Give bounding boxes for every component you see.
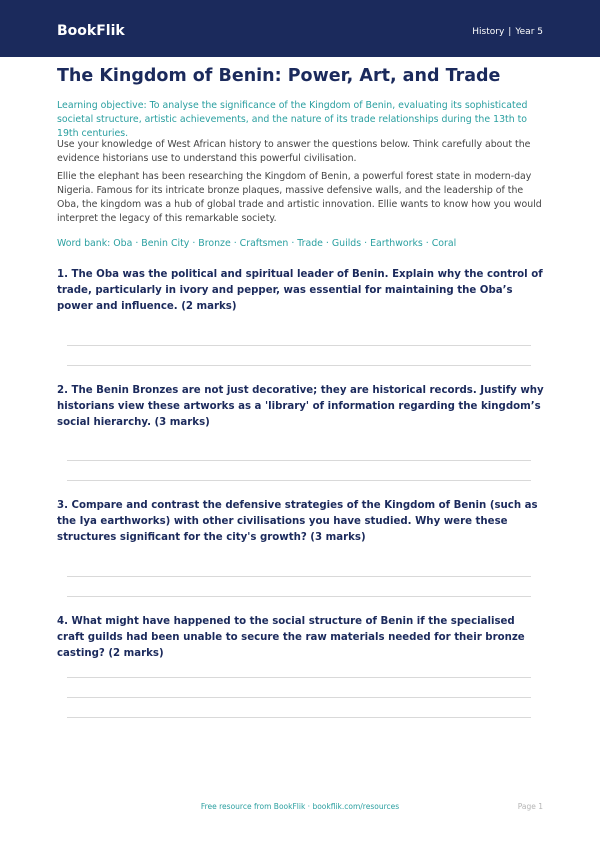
year-label: Year 5 <box>515 27 543 37</box>
footer-link[interactable]: Free resource from BookFlik · bookflik.com/resources <box>200 802 400 811</box>
answer-line[interactable] <box>67 697 531 698</box>
answer-line[interactable] <box>67 460 531 461</box>
answer-line[interactable] <box>67 596 531 597</box>
answer-line[interactable] <box>67 365 531 366</box>
separator: | <box>508 27 512 37</box>
header-bar <box>0 0 600 57</box>
question-1: 1. The Oba was the political and spiritual leader of Benin. Explain why the control of trade, particularly in ivory and pepper, was essential for maintaining the Oba’s power and influence. (2 marks) <box>57 269 543 312</box>
context-paragraph: Ellie the elephant has been researching the Kingdom of Benin, a powerful forest state in modern-day Nigeria. Famous for its intricate bronze plaques, massive defensive walls, and the leadership of the Oba, the kingdom was a hub of global trade and artistic innovation. Ellie wants to know how you would interpret the legacy of this remarkable society. <box>57 171 542 224</box>
answer-line[interactable] <box>67 717 531 718</box>
answer-line[interactable] <box>67 576 531 577</box>
question-3: 3. Compare and contrast the defensive strategies of the Kingdom of Benin (such as the Iya earthworks) with other civilisations you have studied. Why were these structures significant for the city's growth? (3 marks) <box>57 500 538 543</box>
word-bank: Word bank: Oba · Benin City · Bronze · Craftsmen · Trade · Guilds · Earthworks · Coral <box>57 238 457 249</box>
brand-logo-text: BookFlik <box>57 23 125 39</box>
subject-label: History <box>472 27 505 37</box>
question-4: 4. What might have happened to the social structure of Benin if the specialised craft guilds had been unable to secure the raw materials needed for their bronze casting? (2 marks) <box>57 616 525 659</box>
answer-line[interactable] <box>67 480 531 481</box>
instructions-paragraph: Use your knowledge of West African history to answer the questions below. Think carefully about the evidence historians use to understand this powerful civilisation. <box>57 139 531 164</box>
answer-line[interactable] <box>67 677 531 678</box>
page-number: Page 1 <box>517 802 543 811</box>
answer-line[interactable] <box>67 345 531 346</box>
subject-year-label <box>472 27 543 37</box>
learning-objective: Learning objective: To analyse the significance of the Kingdom of Benin, evaluating its sophisticated societal structure, artistic achievements, and the nature of its trade relationships during the 13th to 19th centuries. <box>57 100 528 139</box>
page-title: The Kingdom of Benin: Power, Art, and Trade <box>57 66 501 86</box>
question-2: 2. The Benin Bronzes are not just decorative; they are historical records. Justify why historians view these artworks as a 'library' of information regarding the kingdom’s social hierarchy. (3 marks) <box>57 385 544 428</box>
